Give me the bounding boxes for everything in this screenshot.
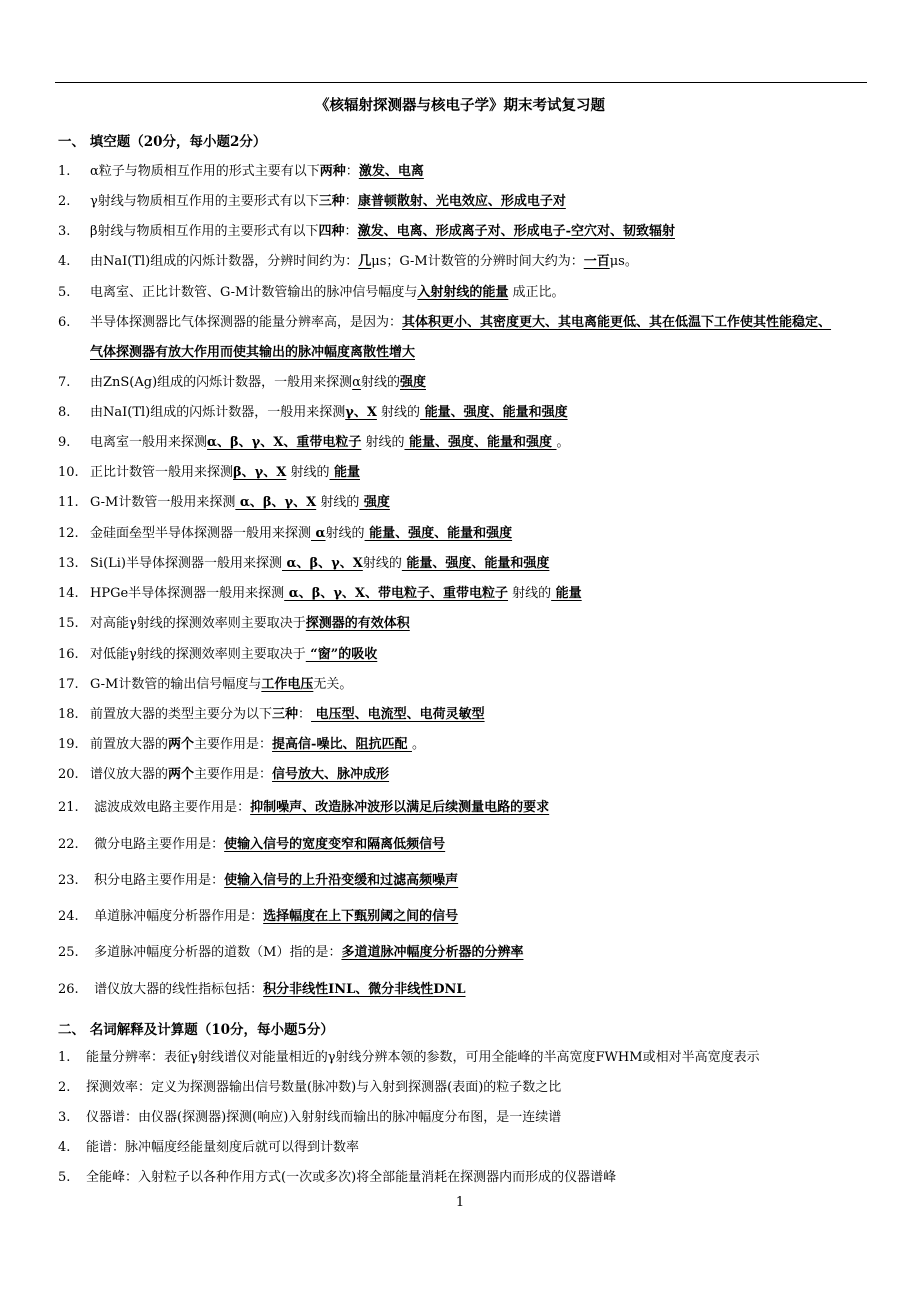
answer: 强度 (399, 375, 426, 390)
question-4: 4. 由NaI(Tl)组成的闪烁计数器，分辨时间约为：几μs；G-M计数管的分辨时间大约为：一百μs。 (58, 254, 638, 269)
question-17: 17. G-M计数管的输出信号幅度与工作电压无关。 (58, 677, 353, 692)
answer: 气体探测器有放大作用而使其输出的脉冲幅度离散性增大 (90, 345, 416, 360)
question-1: 1. α粒子与物质相互作用的形式主要有以下两种：激发、电离 (58, 164, 424, 179)
question-6: 6. 半导体探测器比气体探测器的能量分辨率高，是因为：其体积更小、其密度更大、其电离能更低、其在低温下工作使其性能稳定、 (58, 315, 832, 330)
definition-2: 2. 探测效率：定义为探测器输出信号数量(脉冲数)与入射到探测器(表面)的粒子数之比 (58, 1080, 562, 1095)
page-number: 1 (455, 1195, 465, 1210)
answer: 多道道脉冲幅度分析器的分辨率 (341, 945, 524, 960)
question-10: 10. 正比计数管一般用来探测β、γ、X 射线的 能量 (58, 465, 360, 480)
question-11: 11. G-M计数管一般用来探测 α、β、γ、X 射线的 强度 (58, 495, 390, 510)
question-22: 22. 微分电路主要作用是：使输入信号的宽度变窄和隔离低频信号 (58, 837, 446, 852)
answer: “窗”的吸收 (305, 647, 378, 662)
question-19: 19. 前置放大器的两个主要作用是：提高信-噪比、阻抗匹配 。 (58, 737, 425, 752)
answer: 信号放大、脉冲成形 (272, 767, 390, 782)
section-heading-fill-in: 一、 填空题（20分，每小题2分） (58, 134, 267, 150)
answer: 几 (358, 254, 372, 269)
question-24: 24. 单道脉冲幅度分析器作用是：选择幅度在上下甄别阈之间的信号 (58, 909, 459, 924)
question-20: 20. 谱仪放大器的两个主要作用是：信号放大、脉冲成形 (58, 767, 390, 782)
question-26: 26. 谱仪放大器的线性指标包括：积分非线性INL、微分非线性DNL (58, 982, 466, 997)
answer: α、β、γ、X (235, 495, 317, 510)
answer: β、γ、X (233, 465, 287, 480)
answer: 能量、强度、能量和强度 (420, 405, 568, 420)
question-5: 5. 电离室、正比计数管、G-M计数管输出的脉冲信号幅度与入射射线的能量 成正比。 (58, 285, 565, 300)
question-18: 18. 前置放大器的类型主要分为以下三种： 电压型、电流型、电荷灵敏型 (58, 707, 485, 722)
answer: α、β、γ、X (282, 556, 363, 571)
section-heading-definitions: 二、 名词解释及计算题（10分，每小题5分） (58, 1022, 334, 1038)
answer: 激发、电离 (358, 164, 424, 179)
answer: α (311, 526, 326, 541)
answer: 能量、强度、能量和强度 (404, 435, 557, 450)
definition-1: 1. 能量分辨率：表征γ射线谱仪对能量相近的γ射线分辨本领的参数，可用全能峰的半高宽度FWHM或相对半高宽度表示 (58, 1050, 760, 1065)
answer: 电压型、电流型、电荷灵敏型 (311, 707, 485, 722)
question-16: 16. 对低能γ射线的探测效率则主要取决于 “窗”的吸收 (58, 647, 378, 662)
definition-5: 5. 全能峰：入射粒子以各种作用方式(一次或多次)将全部能量消耗在探测器内而形成的仪器谱峰 (58, 1170, 617, 1185)
question-13: 13. Si(Li)半导体探测器一般用来探测 α、β、γ、X射线的 能量、强度、能量和强度 (58, 556, 550, 571)
question-15: 15. 对高能γ射线的探测效率则主要取决于探测器的有效体积 (58, 616, 410, 631)
answer: 积分非线性INL、微分非线性DNL (263, 982, 466, 997)
answer: 探测器的有效体积 (305, 616, 410, 631)
question-25: 25. 多道脉冲幅度分析器的道数（M）指的是：多道道脉冲幅度分析器的分辨率 (58, 945, 524, 960)
answer: 抑制噪声、改造脉冲波形以满足后续测量电路的要求 (250, 800, 550, 815)
answer: 能量、强度、能量和强度 (364, 526, 513, 541)
answer: γ、X (345, 405, 377, 420)
question-12: 12. 金硅面垒型半导体探测器一般用来探测 α射线的 能量、强度、能量和强度 (58, 526, 513, 541)
question-3: 3. β射线与物质相互作用的主要形式有以下四种：激发、电离、形成离子对、形成电子-空穴对、韧致辐射 (58, 224, 675, 239)
answer: 康普顿散射、光电效应、形成电子对 (357, 194, 566, 209)
question-6-continuation (90, 345, 415, 361)
question-2: 2. γ射线与物质相互作用的主要形式有以下三种：康普顿散射、光电效应、形成电子对 (58, 194, 566, 209)
answer: 使输入信号的上升沿变缓和过滤高频噪声 (224, 873, 459, 888)
answer: 提高信-噪比、阻抗匹配 (272, 737, 412, 752)
answer: 强度 (359, 495, 390, 510)
answer: 能量 (329, 465, 360, 480)
header-rule (55, 82, 867, 83)
definition-3: 3. 仪器谱：由仪器(探测器)探测(响应)入射射线而输出的脉冲幅度分布图，是一连续谱 (58, 1110, 562, 1125)
answer: α、β、γ、X、重带电粒子 (207, 435, 362, 450)
answer: α、β、γ、X、带电粒子、重带电粒子 (284, 586, 509, 601)
question-9: 9. 电离室一般用来探测α、β、γ、X、重带电粒子 射线的 能量、强度、能量和强度 。 (58, 435, 570, 450)
question-7: 7. 由ZnS(Ag)组成的闪烁计数器，一般用来探测α射线的强度 (58, 375, 426, 390)
question-8: 8. 由NaI(Tl)组成的闪烁计数器，一般用来探测γ、X 射线的 能量、强度、能量和强度 (58, 405, 568, 420)
definition-4: 4. 能谱：脉冲幅度经能量刻度后就可以得到计数率 (58, 1140, 360, 1155)
answer: 其体积更小、其密度更大、其电离能更低、其在低温下工作使其性能稳定、 (402, 315, 832, 330)
answer: 能量、强度、能量和强度 (401, 556, 550, 571)
question-21: 21. 滤波成效电路主要作用是：抑制噪声、改造脉冲波形以满足后续测量电路的要求 (58, 800, 550, 815)
question-14: 14. HPGe半导体探测器一般用来探测 α、β、γ、X、带电粒子、重带电粒子 射线的 能量 (58, 586, 582, 601)
answer: 能量 (551, 586, 582, 601)
answer: α (352, 375, 361, 390)
document-title: 《核辐射探测器与核电子学》期末考试复习题 (315, 97, 605, 114)
answer: 工作电压 (261, 677, 314, 692)
answer: 选择幅度在上下甄别阈之间的信号 (263, 909, 459, 924)
answer: 使输入信号的宽度变窄和隔离低频信号 (224, 837, 446, 852)
answer: 激发、电离、形成离子对、形成电子-空穴对、韧致辐射 (357, 224, 675, 239)
answer: 一百 (583, 254, 610, 269)
answer: 入射射线的能量 (417, 285, 509, 300)
question-23: 23. 积分电路主要作用是：使输入信号的上升沿变缓和过滤高频噪声 (58, 873, 459, 888)
